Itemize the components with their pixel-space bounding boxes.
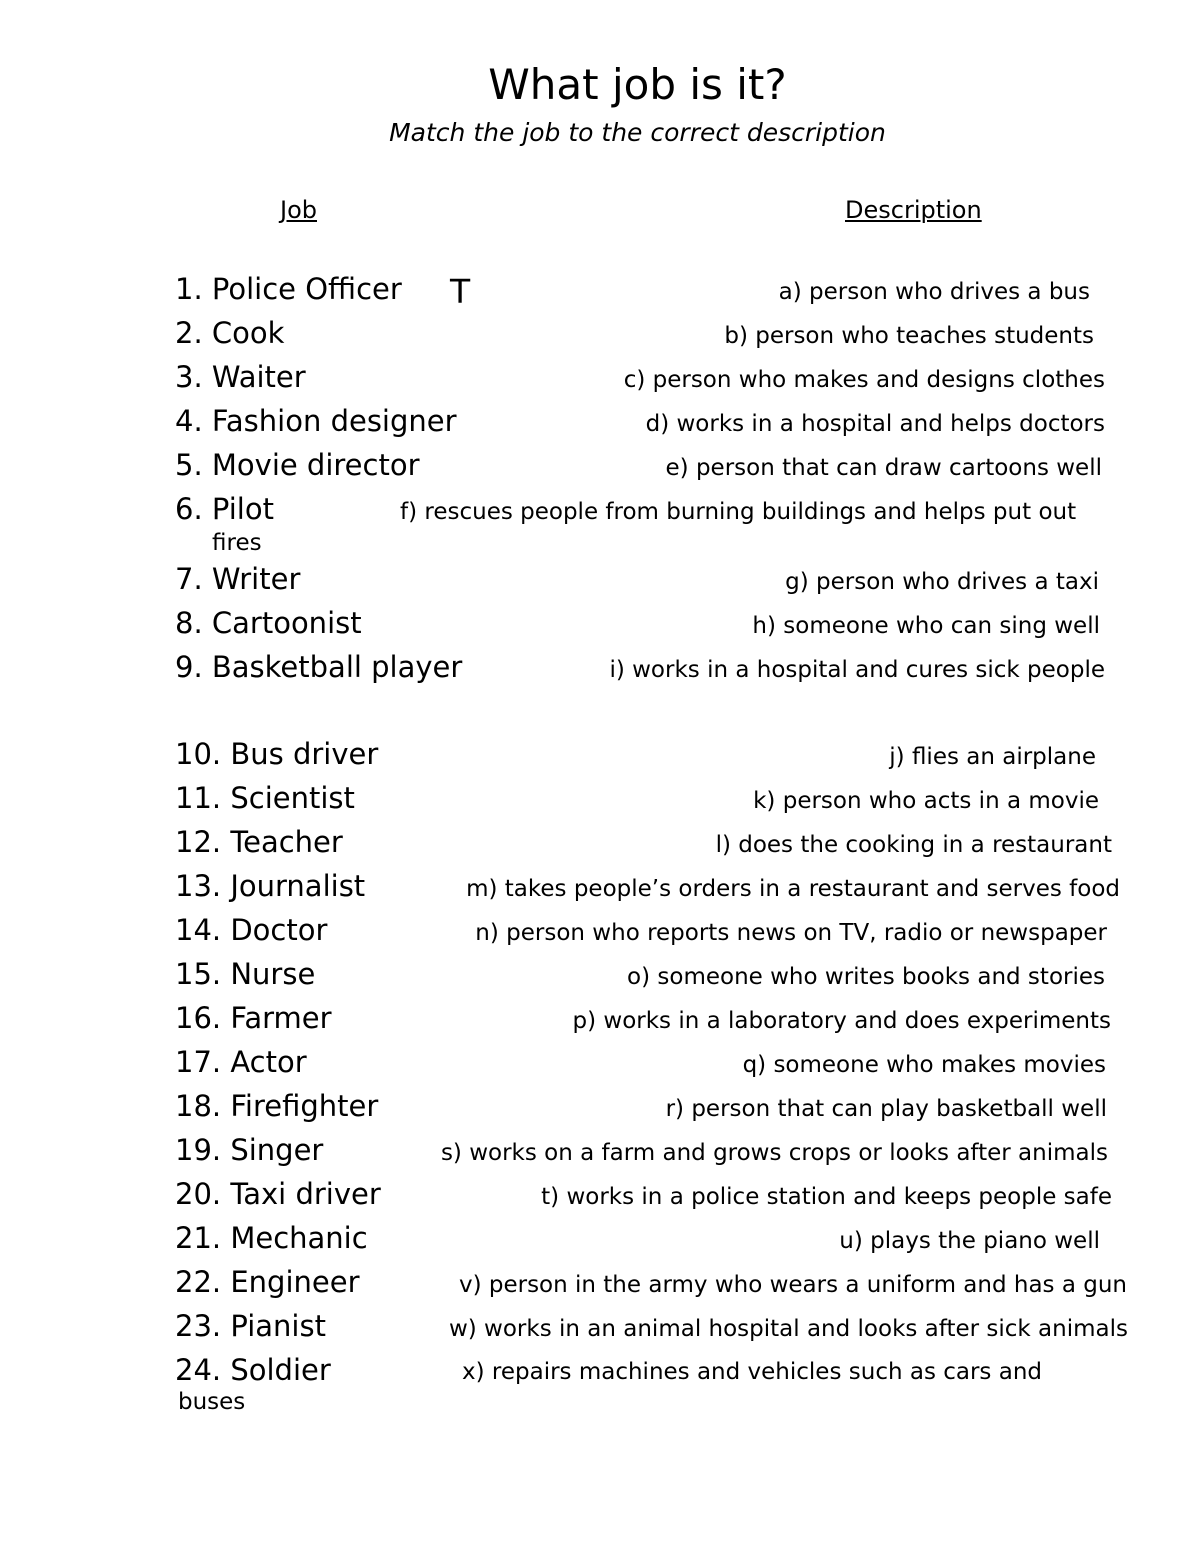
description-item: d) works in a hospital and helps doctors <box>645 411 1105 437</box>
job-item: 22. Engineer <box>175 1265 360 1299</box>
job-item: 17. Actor <box>175 1045 307 1079</box>
job-item: 18. Firefighter <box>175 1089 379 1123</box>
description-item: a) person who drives a bus <box>778 279 1090 305</box>
job-item: 7. Writer <box>175 562 301 596</box>
job-item: 12. Teacher <box>175 825 343 859</box>
job-item: 6. Pilot <box>175 492 274 526</box>
description-item: i) works in a hospital and cures sick people <box>609 657 1105 683</box>
job-item: 9. Basketball player <box>175 650 463 684</box>
description-item: p) works in a laboratory and does experiments <box>572 1008 1111 1034</box>
job-item: 5. Movie director <box>175 448 420 482</box>
description-item: u) plays the piano well <box>839 1228 1100 1254</box>
job-item: 3. Waiter <box>175 360 306 394</box>
description-item: m) takes people’s orders in a restaurant and serves food <box>466 876 1120 902</box>
page-title: What job is it? <box>488 60 787 109</box>
job-item: 13. Journalist <box>175 869 366 903</box>
job-item: 20. Taxi driver <box>175 1177 381 1211</box>
description-column-header: Description <box>845 196 982 224</box>
description-item: n) person who reports news on TV, radio or newspaper <box>475 920 1107 946</box>
description-continuation: buses <box>178 1389 246 1415</box>
job-item: 1. Police Officer <box>175 272 402 306</box>
description-item: q) someone who makes movies <box>742 1052 1106 1078</box>
description-item: f) rescues people from burning buildings and helps put out <box>400 499 1077 525</box>
job-item: 4. Fashion designer <box>175 404 457 438</box>
description-item: h) someone who can sing well <box>752 613 1100 639</box>
page-subtitle: Match the job to the correct description <box>389 118 886 147</box>
job-item: 21. Mechanic <box>175 1221 368 1255</box>
job-item: 24. Soldier <box>175 1353 331 1387</box>
description-item: k) person who acts in a movie <box>753 788 1099 814</box>
answer-mark: T <box>450 272 471 311</box>
description-item: v) person in the army who wears a uniform and has a gun <box>458 1272 1127 1298</box>
description-item: b) person who teaches students <box>724 323 1094 349</box>
description-item: o) someone who writes books and stories <box>627 964 1105 990</box>
description-item: e) person that can draw cartoons well <box>665 455 1102 481</box>
description-item: x) repairs machines and vehicles such as cars and <box>462 1359 1042 1385</box>
job-item: 10. Bus driver <box>175 737 379 771</box>
description-item: t) works in a police station and keeps people safe <box>541 1184 1112 1210</box>
description-item: r) person that can play basketball well <box>665 1096 1107 1122</box>
job-item: 8. Cartoonist <box>175 606 362 640</box>
job-item: 23. Pianist <box>175 1309 326 1343</box>
job-item: 15. Nurse <box>175 957 316 991</box>
description-item: l) does the cooking in a restaurant <box>715 832 1112 858</box>
description-item: s) works on a farm and grows crops or looks after animals <box>440 1140 1108 1166</box>
description-item: w) works in an animal hospital and looks after sick animals <box>448 1316 1128 1342</box>
description-continuation: fires <box>212 530 262 556</box>
job-item: 11. Scientist <box>175 781 355 815</box>
job-item: 19. Singer <box>175 1133 324 1167</box>
description-item: j) flies an airplane <box>889 744 1096 770</box>
job-item: 14. Doctor <box>175 913 328 947</box>
description-item: c) person who makes and designs clothes <box>623 367 1105 393</box>
job-item: 2. Cook <box>175 316 285 350</box>
description-item: g) person who drives a taxi <box>785 569 1099 595</box>
job-column-header: Job <box>280 196 317 224</box>
job-item: 16. Farmer <box>175 1001 332 1035</box>
